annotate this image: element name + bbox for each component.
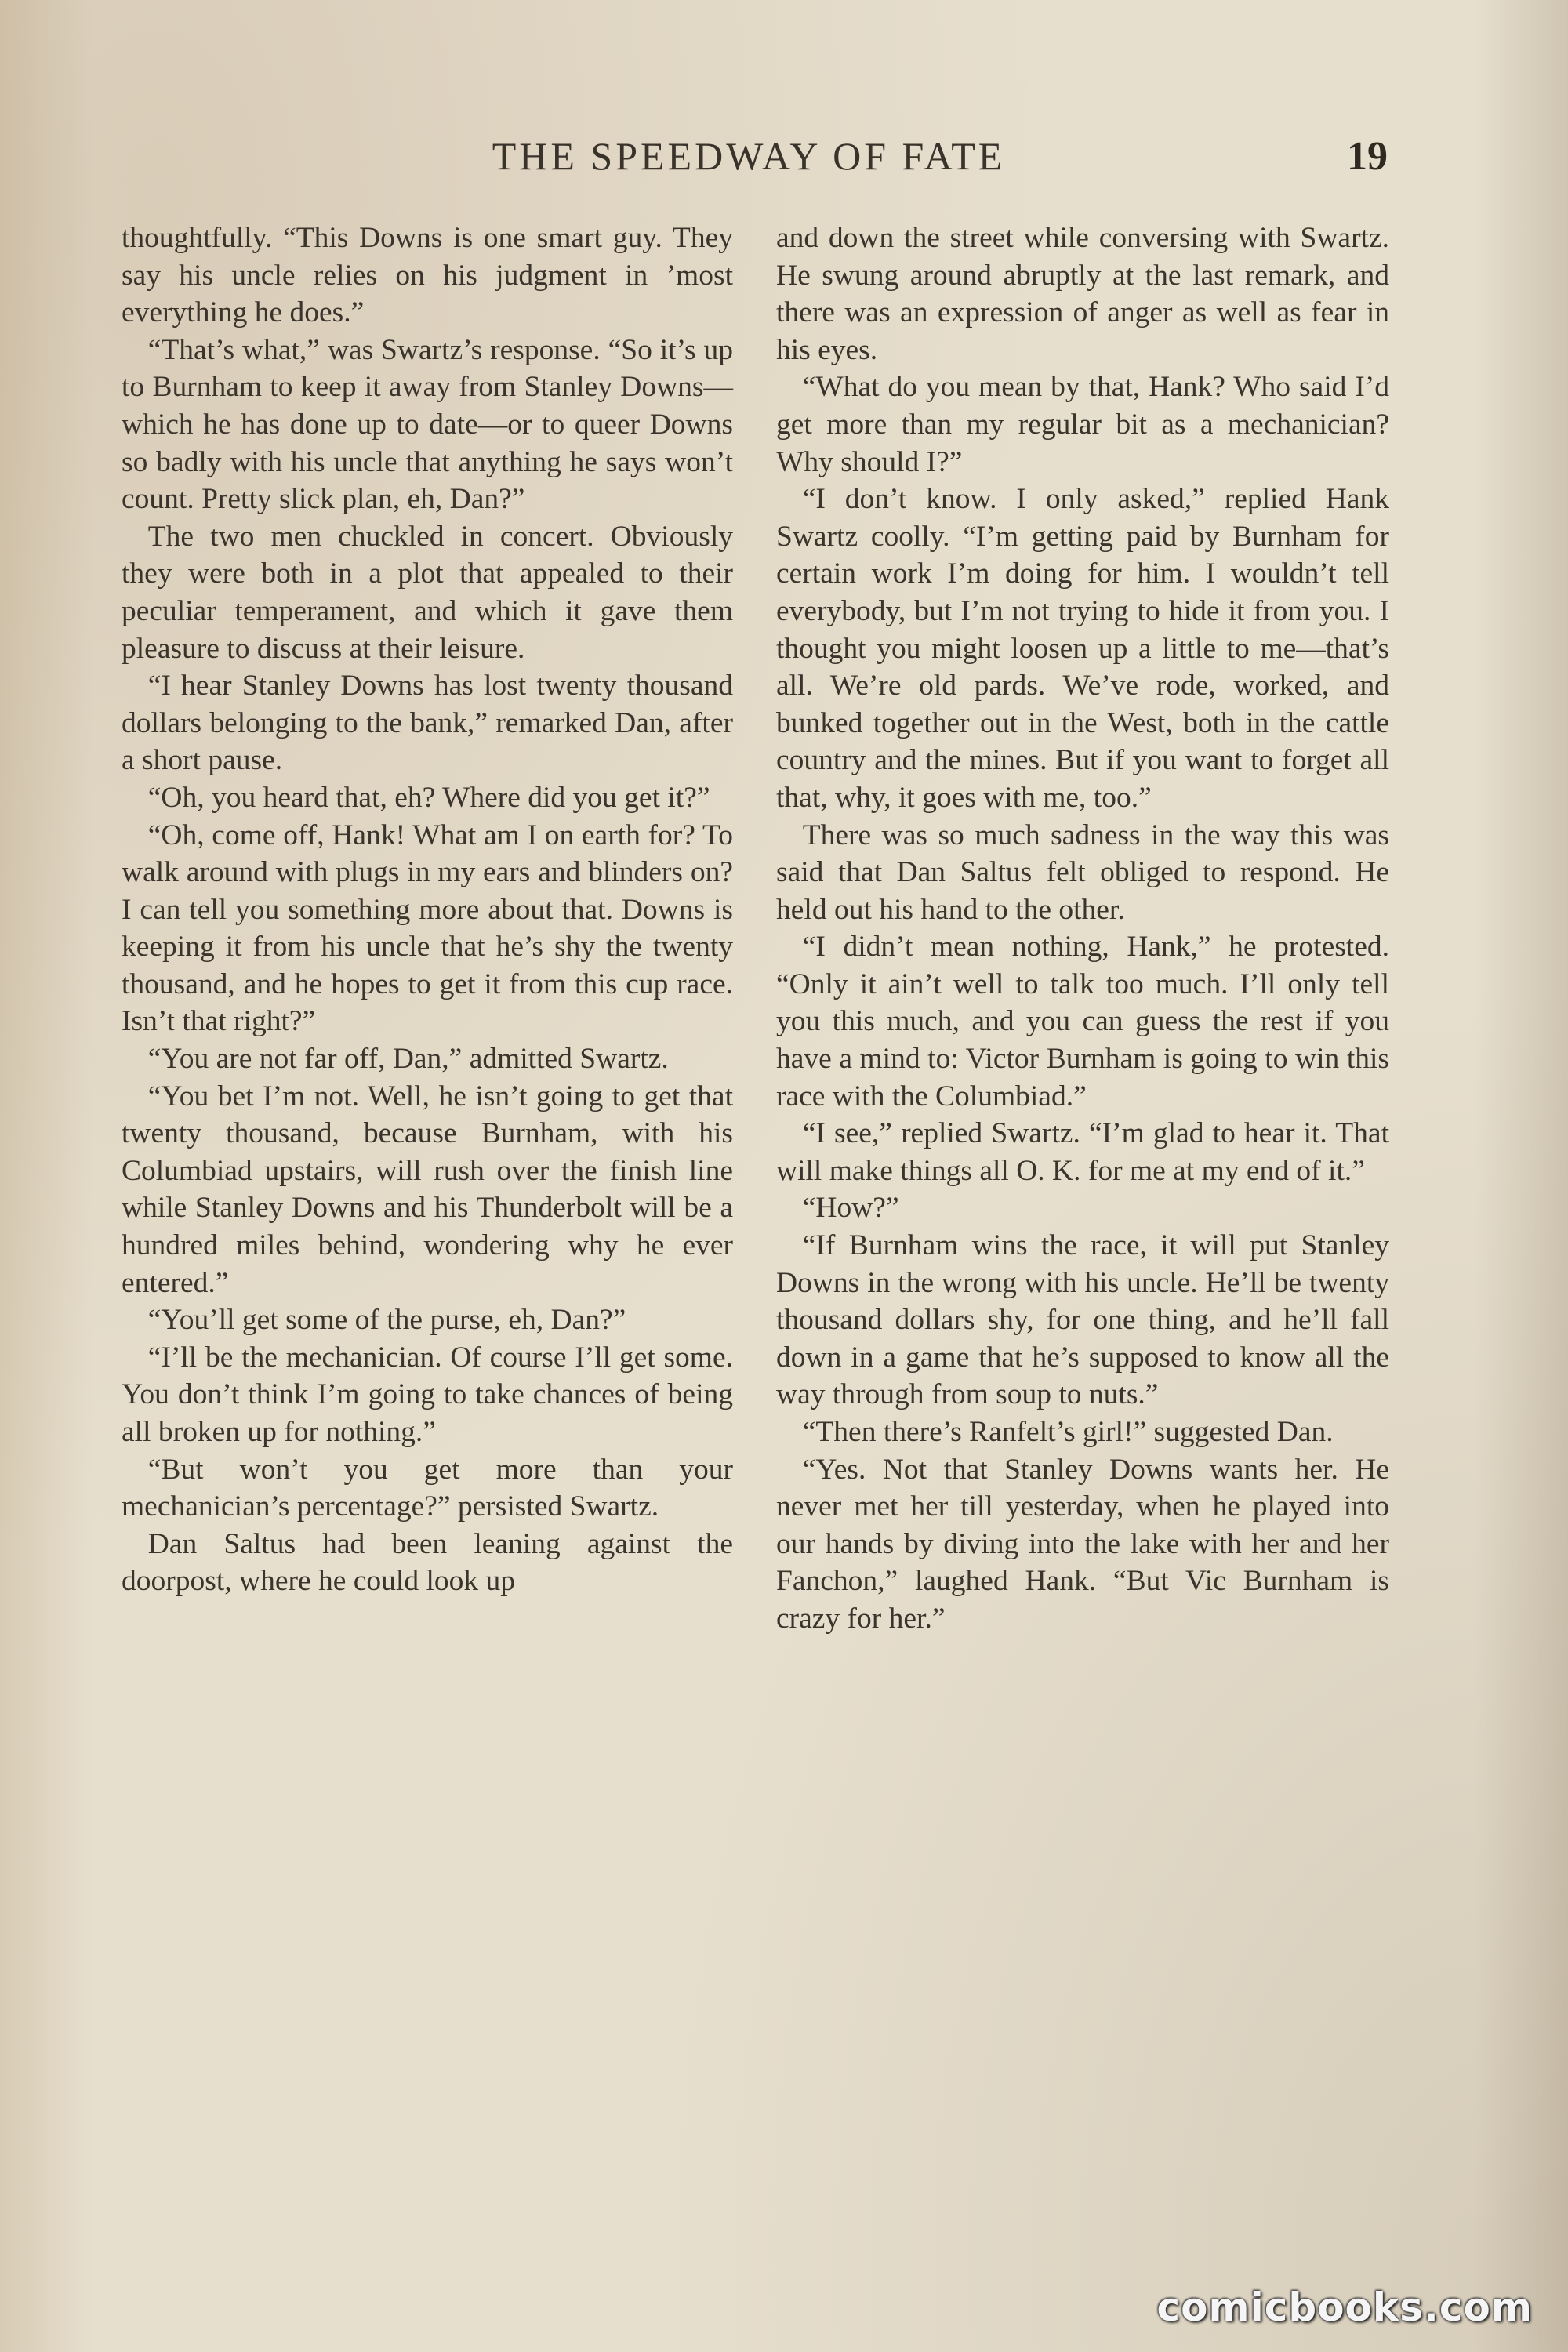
paragraph: “If Burnham wins the race, it will put Stanley Downs in the wrong with his uncle. He’ll be twenty thousand dollars shy, for one thing, and he’ll fall down in a game that he’s supposed to know all the way through from soup to nuts.” (776, 1229, 1389, 1411)
paragraph: “Yes. Not that Stanley Downs wants her. He never met her till yesterday, when he played into our hands by diving into the lake with her and her Fanchon,” laughed Hank. “But Vic Burnham is crazy for her.” (776, 1453, 1389, 1635)
paragraph: “You’ll get some of the purse, eh, Dan?” (147, 1304, 626, 1337)
running-head: THE SPEEDWAY OF FATE (492, 134, 1006, 178)
paragraph: “I hear Stanley Downs has lost twenty thousand dollars belonging to the bank,” remarked Dan, after a short pause. (122, 670, 733, 777)
paragraph: “I see,” replied Swartz. “I’m glad to hear it. That will make things all O. K. for me at my end of it.” (776, 1117, 1389, 1187)
paragraph: “Then there’s Ranfelt’s girl!” suggested Dan. (802, 1416, 1334, 1448)
paragraph: There was so much sadness in the way this was said that Dan Saltus felt obliged to respond. He held out his hand to the other. (776, 818, 1389, 926)
paragraph: and down the street while conversing with Swartz. He swung around abruptly at the last remark, and there was an expression of anger as well as fear in his eyes. (776, 222, 1389, 366)
paragraph: “You are not far off, Dan,” admitted Swartz. (147, 1043, 669, 1076)
paragraph: “You bet I’m not. Well, he isn’t going to get that twenty thousand, because Burnham, with his Columbiad upstairs, will rush over the finish line while Stanley Downs and his Thunderbolt will be a hundred miles behind, wondering why he ever entered.” (122, 1080, 733, 1299)
page-header (0, 133, 1568, 188)
paragraph: thoughtfully. “This Downs is one smart guy. They say his uncle relies on his judgment in ’most everything he does.” (122, 222, 733, 329)
paragraph: “Oh, come off, Hank! What am I on earth for? To walk around with plugs in my ears and blinders on? I can tell you something more about that. Downs is keeping it from his uncle that he’s shy the twenty thousand, and he hopes to get it from this cup race. Isn’t that right?” (122, 818, 733, 1038)
paragraph: “How?” (802, 1192, 899, 1225)
paragraph: “But won’t you get more than your mechanician’s percentage?” persisted Swartz. (122, 1453, 733, 1523)
paragraph: “What do you mean by that, Hank? Who said I’d get more than my regular bit as a mechanician? Why should I?” (776, 371, 1389, 478)
watermark-logo: comicbooks.com (1156, 2285, 1533, 2330)
paragraph: “That’s what,” was Swartz’s response. “So it’s up to Burnham to keep it away from Stanley Downs—which he has done up to date—or to queer Downs so badly with his uncle that anything he says won’t count. Pretty slick plan, eh, Dan?” (122, 333, 733, 516)
paragraph: “I didn’t mean nothing, Hank,” he protested. “Only it ain’t well to talk too much. I’ll only tell you this much, and you can guess the rest if you have a mind to: Victor Burnham is going to win this race with the Columbiad.” (776, 931, 1389, 1112)
paragraph: The two men chuckled in concert. Obviously they were both in a plot that appealed to their peculiar temperament, and which it gave them pleasure to discuss at their leisure. (122, 520, 733, 665)
left-column (122, 220, 733, 1600)
paragraph: “I’ll be the mechanician. Of course I’ll get some. You don’t think I’m going to take chances of being all broken up for nothing.” (122, 1341, 733, 1448)
paragraph: “I don’t know. I only asked,” replied Hank Swartz coolly. “I’m getting paid by Burnham for certain work I’m doing for him. I wouldn’t tell everybody, but I’m not trying to hide it from you. I thought you might loosen up a little to me—that’s all. We’re old pards. We’ve rode, worked, and bunked together out in the West, both in the cattle country and the mines. But if you want to forget all that, why, it goes with me, too.” (776, 483, 1389, 814)
page-number: 19 (1347, 134, 1388, 179)
paragraph: “Oh, you heard that, eh? Where did you get it?” (147, 781, 710, 814)
paragraph: Dan Saltus had been leaning against the doorpost, where he could look up (122, 1527, 733, 1598)
right-column (776, 220, 1389, 1638)
